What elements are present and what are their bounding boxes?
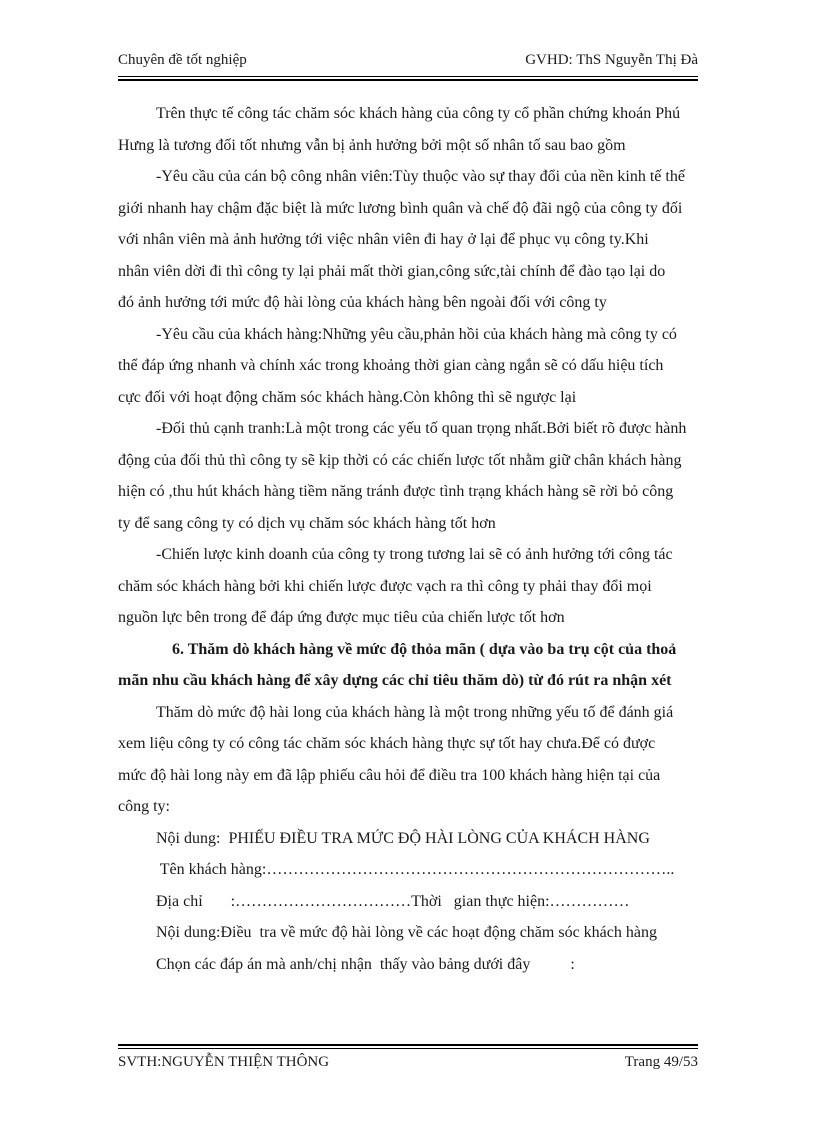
text-line: giới nhanh hay chậm đặc biệt là mức lương bình quân và chế độ đãi ngộ của công ty đối [118,199,683,217]
page-header [118,52,698,76]
page-body [118,98,718,980]
text-line: thể đáp ứng nhanh và chính xác trong khoảng thời gian càng ngắn sẽ có dấu hiệu tích [118,357,664,374]
paragraph [118,697,718,823]
header-right: GVHD: ThS Nguyễn Thị Đà [525,52,698,68]
text-line: nguồn lực bên trong để đáp ứng được mục tiêu của chiến lược tốt hơn [118,609,565,626]
section-heading [118,634,718,697]
text-line: đó ảnh hưởng tới mức độ hài lòng của khách hàng bên ngoài đối với công ty [118,294,607,311]
text-line: -Chiến lược kinh doanh của công ty trong tương lai sẽ có ảnh hưởng tới công tác [156,546,673,563]
text-line: công ty: [118,798,170,815]
text-line: Hưng là tương đối tốt nhưng vẫn bị ảnh hưởng bởi một số nhân tố sau bao gồm [118,136,626,154]
header-rule [118,76,698,81]
text-line: cực đối với hoạt động chăm sóc khách hàng.Còn không thì sẽ ngược lại [118,388,577,406]
text-line: ty để sang công ty có dịch vụ chăm sóc khách hàng tốt hơn [118,514,496,532]
text-line: nhân viên dời đi thì công ty lại phải mất thời gian,công sức,tài chính để đào tạo lại do [118,262,666,280]
text-line: với nhân viên mà ảnh hưởng tới việc nhân viên đi hay ở lại để phục vụ công ty.Khi [118,231,649,248]
page-number: Trang 49/53 [624,1054,698,1070]
form-instruction: Chọn các đáp án mà anh/chị nhận thấy vào bảng dưới đây : [156,955,575,973]
paragraph [118,319,718,414]
text-line: hiện có ,thu hút khách hàng tiềm năng tránh được tình trạng khách hàng sẽ rời bỏ công [118,483,674,500]
text-line: Thăm dò mức độ hài long của khách hàng là một trong những yếu tố để đánh giá [156,703,674,721]
paragraph [118,98,718,161]
text-line: chăm sóc khách hàng bởi khi chiến lược được vạch ra thì công ty phải thay đổi mọi [118,577,652,595]
text-line: Trên thực tế công tác chăm sóc khách hàng của công ty cổ phần chứng khoán Phú [156,105,681,122]
section-heading-line: mãn nhu cầu khách hàng để xây dựng các chỉ tiêu thăm dò) từ đó rút ra nhận xét [118,672,672,689]
paragraph [118,539,718,634]
survey-form [118,823,718,981]
section-heading-line: 6. Thăm dò khách hàng về mức độ thỏa mãn ( dựa vào ba trụ cột của thoả [172,640,677,658]
paragraph [118,161,718,319]
form-content-line: Nội dung: PHIẾU ĐIỀU TRA MỨC ĐỘ HÀI LÒNG CỦA KHÁCH HÀNG [156,829,650,847]
form-address: Địa chỉ :……………………………Thời gian thực hiện:…………… [156,892,630,910]
footer-rule [118,1044,698,1049]
form-customer-name: Tên khách hàng:………………………………………………………………….. [156,861,675,878]
paragraph [118,413,718,539]
text-line: -Yêu cầu của khách hàng:Những yêu cầu,phản hồi của khách hàng mà công ty có [156,325,677,343]
footer-left: SVTH:NGUYỄN THIỆN THÔNG [118,1054,330,1070]
text-line: xem liệu công ty có công tác chăm sóc khách hàng thực sự tốt hay chưa.Để có được [118,735,656,752]
text-line: động của đối thủ thì công ty sẽ kịp thời có các chiến lược tốt nhằm giữ chân khách hàng [118,451,682,469]
header-left: Chuyên đề tốt nghiệp [118,52,247,68]
text-line: -Yêu cầu của cán bộ công nhân viên:Tùy thuộc vào sự thay đổi của nền kinh tế thế [156,168,685,185]
text-line: mức độ hài long này em đã lập phiếu câu hỏi để điều tra 100 khách hàng hiện tại của [118,766,661,784]
text-line: -Đối thủ cạnh tranh:Là một trong các yếu tố quan trọng nhất.Bởi biết rõ được hành [156,420,687,437]
form-content-2: Nội dung:Điều tra về mức độ hài lòng về các hoạt động chăm sóc khách hàng [156,924,657,941]
